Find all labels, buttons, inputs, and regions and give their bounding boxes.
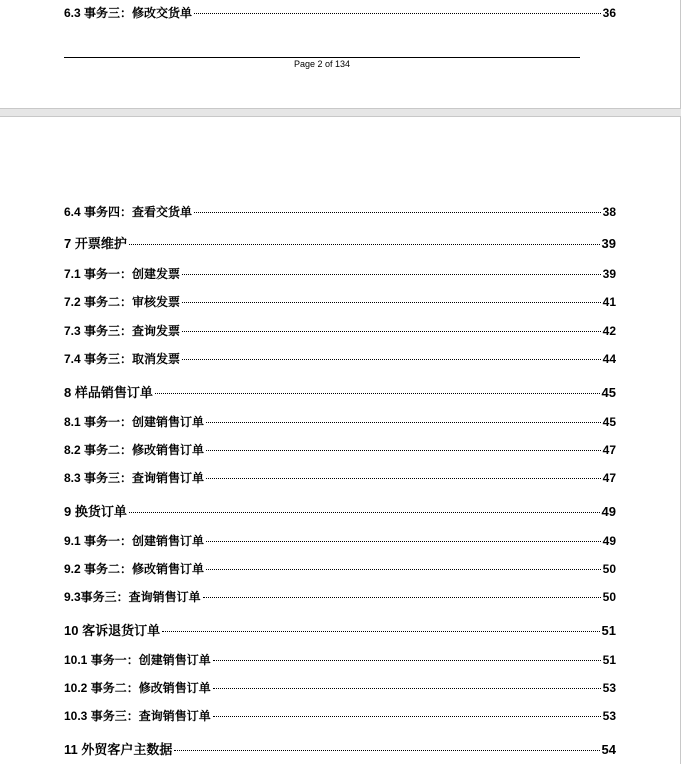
toc-entry-title: 8.3 事务三：查询销售订单 <box>64 471 205 485</box>
toc-entry[interactable] <box>64 707 616 724</box>
dot-leader <box>182 274 601 275</box>
toc-entry-title: 8.2 事务二：修改销售订单 <box>64 443 205 457</box>
dot-leader <box>206 541 601 542</box>
dot-leader <box>206 478 601 479</box>
dot-leader <box>213 688 601 689</box>
toc-entry-page-number: 44 <box>602 352 616 366</box>
toc-entry[interactable] <box>64 501 616 520</box>
toc-entry[interactable] <box>64 560 616 577</box>
document-page-1 <box>0 0 681 109</box>
toc-entry[interactable] <box>64 441 616 458</box>
toc-entry-title: 7 开票维护 <box>64 236 127 251</box>
toc-entry-title: 9.2 事务二：修改销售订单 <box>64 562 205 576</box>
dot-leader <box>182 331 601 332</box>
footer-divider <box>64 57 580 58</box>
toc-entry-page-number: 50 <box>602 590 616 604</box>
toc-entry[interactable] <box>64 265 616 282</box>
toc-entry[interactable] <box>64 4 616 21</box>
toc-entry-title: 8.1 事务一：创建销售订单 <box>64 415 205 429</box>
toc-entry-page-number: 42 <box>602 324 616 338</box>
dot-leader <box>194 13 601 14</box>
toc-entry[interactable] <box>64 469 616 486</box>
toc-entry[interactable] <box>64 739 616 758</box>
toc-entry-page-number: 39 <box>602 267 616 281</box>
dot-leader <box>206 569 601 570</box>
dot-leader <box>155 393 600 394</box>
dot-leader <box>203 597 601 598</box>
toc-entry[interactable] <box>64 293 616 310</box>
toc-entry-title: 10.3 事务三：查询销售订单 <box>64 709 211 723</box>
toc-entry-page-number: 45 <box>601 385 616 400</box>
toc-entry-page-number: 36 <box>602 6 616 20</box>
dot-leader <box>174 750 599 751</box>
toc-entry-title: 11 外贸客户主数据 <box>64 742 173 757</box>
toc-entry-title: 6.3 事务三：修改交货单 <box>64 6 193 20</box>
toc-entry-page-number: 38 <box>602 205 616 219</box>
dot-leader <box>182 359 601 360</box>
dot-leader <box>182 302 601 303</box>
dot-leader <box>206 422 601 423</box>
dot-leader <box>129 244 600 245</box>
toc-entry[interactable] <box>64 620 616 639</box>
toc-entry[interactable] <box>64 350 616 367</box>
toc-entry-page-number: 53 <box>602 681 616 695</box>
toc-entry-page-number: 54 <box>601 742 616 757</box>
toc-entry-page-number: 47 <box>602 443 616 457</box>
toc-entry-page-number: 53 <box>602 709 616 723</box>
toc-entry[interactable] <box>64 679 616 696</box>
dot-leader <box>162 631 599 632</box>
toc-entry-title: 9.3事务三：查询销售订单 <box>64 590 201 604</box>
toc-entry-page-number: 51 <box>601 623 616 638</box>
toc-entry[interactable] <box>64 203 616 220</box>
toc-entry-title: 7.2 事务二：审核发票 <box>64 295 181 309</box>
toc-entry-title: 7.4 事务三：取消发票 <box>64 352 181 366</box>
toc-entry[interactable] <box>64 588 616 605</box>
toc-entry-page-number: 41 <box>602 295 616 309</box>
dot-leader <box>206 450 601 451</box>
toc-entry-title: 10.1 事务一：创建销售订单 <box>64 653 211 667</box>
toc-entry-page-number: 45 <box>602 415 616 429</box>
toc-entry-title: 9 换货订单 <box>64 504 127 519</box>
dot-leader <box>213 660 601 661</box>
toc-entry[interactable] <box>64 233 616 252</box>
toc-entry-page-number: 39 <box>601 236 616 251</box>
toc-entry[interactable] <box>64 651 616 668</box>
toc-entry[interactable] <box>64 413 616 430</box>
dot-leader <box>129 512 600 513</box>
toc-entry-title: 7.1 事务一：创建发票 <box>64 267 181 281</box>
toc-entry-title: 7.3 事务三：查询发票 <box>64 324 181 338</box>
toc-entry-title: 10 客诉退货订单 <box>64 623 161 638</box>
toc-entry-page-number: 50 <box>602 562 616 576</box>
toc-entry-page-number: 47 <box>602 471 616 485</box>
toc-entry-title: 10.2 事务二：修改销售订单 <box>64 681 211 695</box>
toc-entry-title: 8 样品销售订单 <box>64 385 153 400</box>
toc-entry[interactable] <box>64 322 616 339</box>
toc-entry[interactable] <box>64 382 616 401</box>
dot-leader <box>213 716 601 717</box>
dot-leader <box>194 212 601 213</box>
toc-entry-page-number: 51 <box>602 653 616 667</box>
toc-entry[interactable] <box>64 532 616 549</box>
toc-entry-title: 6.4 事务四：查看交货单 <box>64 205 193 219</box>
toc-entry-page-number: 49 <box>602 534 616 548</box>
toc-entry-title: 9.1 事务一：创建销售订单 <box>64 534 205 548</box>
page-footer: Page 2 of 134 <box>293 59 351 69</box>
document-page-2 <box>0 116 681 764</box>
toc-entry-page-number: 49 <box>601 504 616 519</box>
